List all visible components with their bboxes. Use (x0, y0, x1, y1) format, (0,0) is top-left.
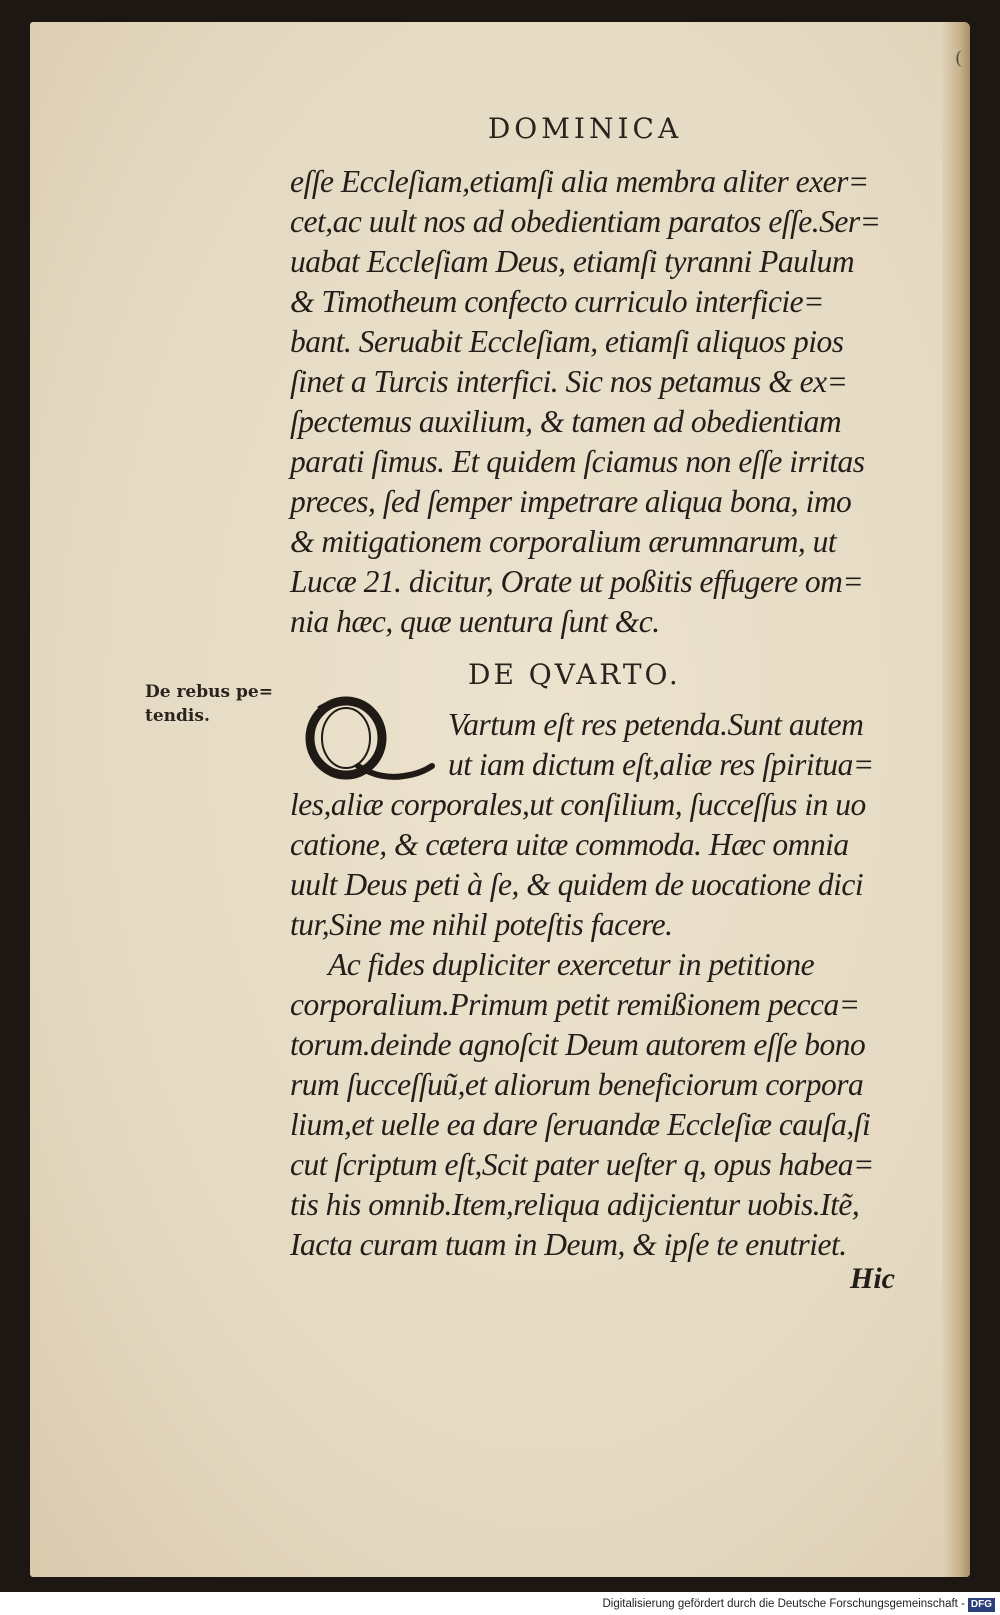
paragraph-3 (290, 945, 910, 1265)
section-heading: DE QVARTO. (468, 658, 681, 691)
dfg-logo: DFG (968, 1598, 995, 1612)
text-line: torum.deinde agnoſcit Deum autorem eſſe bono (290, 1027, 866, 1062)
text-line: uult Deus peti à ſe, & quidem de uocatione dici (290, 867, 864, 902)
text-line: eſſe Eccleſiam,etiamſi alia membra aliter exer= (290, 164, 869, 199)
text-line: les,aliæ corporales,ut conſilium, ſucceſſus in uo (290, 787, 866, 822)
text-line: ſinet a Turcis interfici. Sic nos petamus & ex= (290, 364, 848, 399)
text-line: nia hæc, quæ uentura ſunt &c. (290, 604, 660, 639)
page-edge (942, 22, 970, 1577)
catchword: Hic (850, 1262, 895, 1295)
text-line: Lucæ 21. dicitur, Orate ut poßitis effugere om= (290, 564, 864, 599)
text-line: cut ſcriptum eſt,Scit pater ueſter q, opus habea= (290, 1147, 874, 1182)
text-line: uabat Eccleſiam Deus, etiamſi tyranni Paulum (290, 244, 855, 279)
paragraph-1 (290, 162, 910, 642)
paragraph-2 (290, 705, 910, 945)
text-line: corporalium.Primum petit remißionem pecca= (290, 987, 860, 1022)
text-line: & mitigationem corporalium ærumnarum, ut (290, 524, 837, 559)
text-line: Iacta curam tuam in Deum, & ipſe te enutriet. (290, 1227, 847, 1262)
text-line: rum ſucceſſuũ,et aliorum beneficiorum corpora (290, 1067, 864, 1102)
footer-text: Digitalisierung gefördert durch die Deutsche Forschungsgemeinschaft - (602, 1598, 965, 1610)
margin-note-line: De rebus pe= (145, 682, 273, 702)
running-header: DOMINICA (487, 112, 683, 145)
text-line: parati ſimus. Et quidem ſciamus non eſſe irritas (290, 444, 865, 479)
text-line: & Timotheum confecto curriculo interficie= (290, 284, 824, 319)
text-line: catione, & cætera uitæ commoda. Hæc omnia (290, 827, 849, 862)
text-line: lium,et uelle ea dare ſeruandæ Eccleſiæ cauſa,ſi (290, 1107, 871, 1142)
text-line: bant. Seruabit Eccleſiam, etiamſi aliquos pios (290, 324, 844, 359)
margin-note-line: tendis. (145, 706, 210, 726)
text-line: ut iam dictum eſt,aliæ res ſpiritua= (448, 747, 874, 782)
text-line: tur,Sine me nihil poteſtis facere. (290, 907, 673, 942)
page-corner-mark: ( (955, 48, 963, 69)
text-line: ſpectemus auxilium, & tamen ad obedientiam (290, 404, 842, 439)
margin-note (145, 680, 295, 728)
text-line: tis his omnib.Item,reliqua adijcientur uobis.Itẽ, (290, 1187, 860, 1222)
text-line: preces, ſed ſemper impetrare aliqua bona, imo (290, 484, 852, 519)
text-line: Vartum eſt res petenda.Sunt autem (448, 707, 864, 742)
digitization-footer (0, 1594, 995, 1614)
text-line: Ac fides dupliciter exercetur in petitione (328, 947, 815, 982)
text-line: cet,ac uult nos ad obedientiam paratos eſſe.Ser= (290, 204, 881, 239)
